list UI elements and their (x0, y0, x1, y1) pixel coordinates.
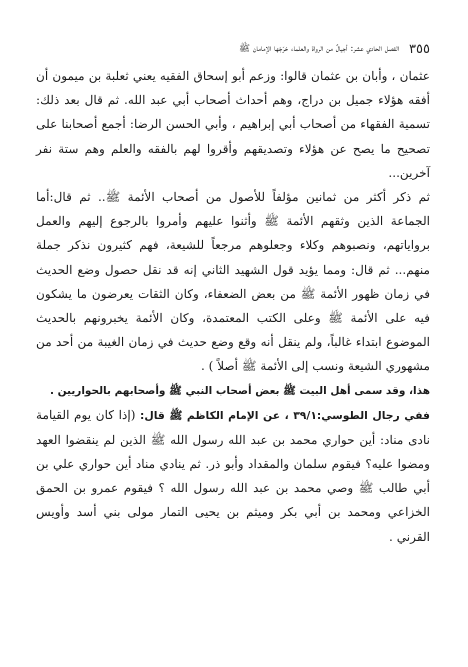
paragraph-2: ثم ذكر أكثر من ثمانين مؤلفاً للأصول من أصحاب الأئمة ﷺ.. ثم قال:أما الجماعة الذين وثقهم الأئمة ﷺ وأثنوا عليهم وأمروا بالرجوع إليهم والعمل برواياتهم، ونصبوهم وكلاء وجعلوهم مرجعاً للشيعة، فهم كثيرون نذكر جملة منهم... ثم قال: ومما يؤيد قول الشهيد الثاني إنه قد نقل حصول وضع الحديث في زمان ظهور الأئمة ﷺ من بعض الضعفاء، وكان الثقات يعرضون ما يشكون فيه على الأئمة ﷺ وعلى الكتب المعتمدة، وكان الأئمة يخبرونهم بالحديث الموضوع ابتداء غالباً، ولم ينقل أنه وقع وضع حديث في زمان الغيبة من أحد من مشهوري الشيعة ونسب إلى الأئمة ﷺ أصلاً ) . (36, 190, 430, 374)
running-title: الفصل الحادي عشر: أجيالٌ من الرواة والعلماء خرّجَها الإمامان ﷺ (239, 44, 400, 54)
paragraph-1: عثمان ، وأبان بن عثمان قالوا: وزعم أبو إسحاق الفقيه يعني ثعلبة بن ميمون أن أفقه هؤلاء جميل بن دراج، وهم أحداث أصحاب أبي عبد الله. ثم قال بعد ذلك: تسمية الفقهاء من أصحاب أبي إبراهيم ، وأبي الحسن الرضا: أجمع أصحابنا على تصحيح ما يصح عن هؤلاء وتصديقهم وأقروا لهم بالفقه والعلم وهم ستة نفر آخرين... (36, 69, 430, 180)
page-number: ٣٥٥ (409, 41, 430, 57)
paragraph-3 (36, 403, 430, 549)
section-heading: هذا، وقد سمى أهل البيت ﷺ بعض أصحاب النبي ﷺ وأصحابهم بالحواريين . (49, 384, 430, 397)
page-header (36, 38, 430, 60)
quote-text: (إذا كان يوم القيامة نادى مناد: أين حواري محمد بن عبد الله رسول الله ﷺ الذين لم ينقضوا العهد ومضوا عليه؟ فيقوم سلمان والمقداد وأبو ذر. ثم ينادي مناد أين حواري علي بن أبي طالب ﷺ وصي محمد بن عبد الله رسول الله ؟ فيقوم عمرو بن الحمق الخزاعي ومحمد بن أبي بكر وميثم بن يحيى التمار مولى بني أسد وأويس القرني . (36, 407, 430, 544)
body-text (36, 64, 430, 549)
citation: ففي رجال الطوسي:٣٩/١ ، عن الإمام الكاظم ﷺ قال: (140, 408, 430, 422)
